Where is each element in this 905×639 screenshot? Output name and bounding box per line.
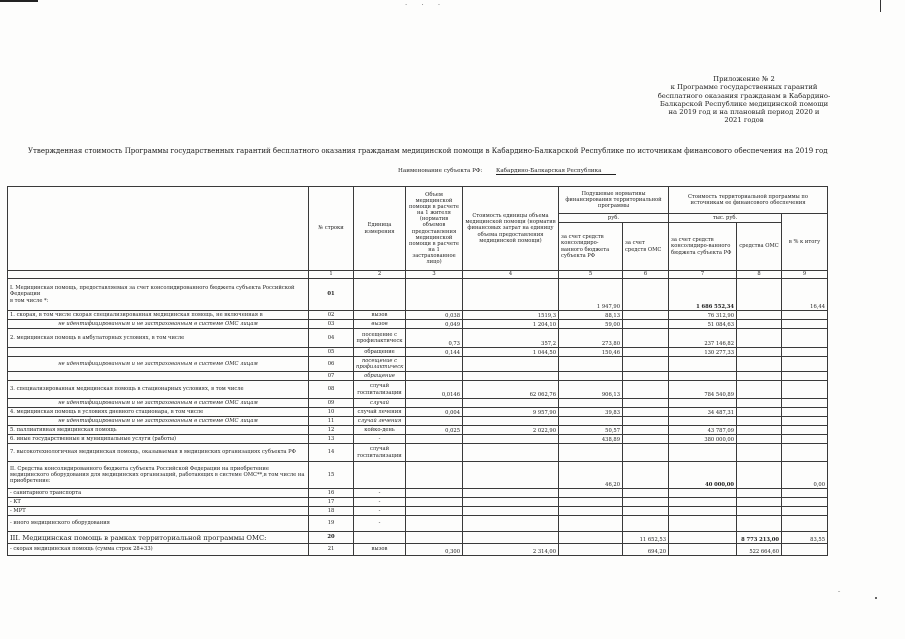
row-cost-budget: 43 787,09: [669, 426, 737, 435]
row-per-capita-budget: [559, 498, 623, 507]
row-per-capita-budget: 88,13: [559, 311, 623, 320]
table-row: [8, 426, 828, 435]
row-volume: [406, 435, 463, 444]
row-number: 10: [309, 408, 354, 417]
row-volume: [406, 532, 463, 544]
row-unit-cost: 1 204,10: [463, 320, 559, 329]
header-per-capita-oms: за счет средств ОМС: [623, 223, 669, 271]
row-cost-budget: [669, 444, 737, 462]
row-cost-budget: [669, 516, 737, 532]
row-number: 20: [309, 532, 354, 544]
cost-table: [7, 186, 828, 556]
row-cost-budget: [669, 507, 737, 516]
table-row: [8, 320, 828, 329]
row-cost-oms: [737, 311, 782, 320]
row-unit: посещение с профилактическ: [354, 357, 406, 372]
row-volume: [406, 489, 463, 498]
row-unit-cost: [463, 507, 559, 516]
row-number: 06: [309, 357, 354, 372]
row-name: 4. медицинская помощь в условиях дневного стационара, в том числе: [8, 408, 309, 417]
row-number: 11: [309, 417, 354, 426]
row-per-capita-oms: [623, 444, 669, 462]
row-cost-oms: [737, 516, 782, 532]
column-number: 8: [737, 271, 782, 279]
header-cost-pct: в % к итогу: [782, 214, 828, 271]
row-volume: 0,049: [406, 320, 463, 329]
row-name: - КТ: [8, 498, 309, 507]
row-number: 16: [309, 489, 354, 498]
row-cost-pct: [782, 357, 828, 372]
row-name: 2. медицинская помощь в амбулаторных условиях, в том числе: [8, 329, 309, 348]
header-unit-cost: Стоимость единицы объема медицинской помощи (норматив финансовых затрат на единицу объема предоставления медицинской помощи): [463, 187, 559, 271]
table-row: [8, 372, 828, 381]
row-volume: [406, 357, 463, 372]
row-unit: -: [354, 507, 406, 516]
row-unit: обращение: [354, 372, 406, 381]
header-name: [8, 187, 309, 271]
row-cost-budget: [669, 372, 737, 381]
row-unit: случай госпитализации: [354, 381, 406, 399]
row-volume: [406, 399, 463, 408]
row-cost-pct: [782, 311, 828, 320]
row-cost-budget: 130 277,33: [669, 348, 737, 357]
row-per-capita-oms: [623, 417, 669, 426]
row-per-capita-oms: [623, 372, 669, 381]
row-number: 19: [309, 516, 354, 532]
row-per-capita-budget: [559, 357, 623, 372]
row-cost-pct: [782, 426, 828, 435]
row-unit-cost: [463, 399, 559, 408]
row-per-capita-budget: [559, 444, 623, 462]
row-cost-budget: [669, 417, 737, 426]
appendix-line: к Программе государственных гарантий: [670, 83, 818, 92]
row-volume: 0,300: [406, 544, 463, 556]
column-number: 6: [623, 271, 669, 279]
appendix-line: Приложение № 2: [713, 75, 775, 83]
row-number: 09: [309, 399, 354, 408]
header-volume: Объем медицинской помощи в расчете на 1 жителя (норматив объемов предоставления медицинской помощи в расчете на 1 застрахованное лицо): [406, 187, 463, 271]
header-cost-budget: за счет средств консолидиро-ванного бюджета субъекта РФ: [669, 223, 737, 271]
row-name: I. Медицинская помощь, предоставляемая за счет консолидированного бюджета субъекта Российской Федерации в том числе *:: [8, 279, 309, 311]
row-unit: посещение с профилактическ: [354, 329, 406, 348]
row-per-capita-budget: 906,13: [559, 381, 623, 399]
row-per-capita-budget: [559, 516, 623, 532]
row-unit-cost: [463, 498, 559, 507]
row-per-capita-oms: [623, 489, 669, 498]
appendix-line: Балкарской Республике медицинской помощи: [659, 99, 829, 108]
row-number: 05: [309, 348, 354, 357]
row-per-capita-budget: [559, 417, 623, 426]
row-name: III. Медицинская помощь в рамках территориальной программы ОМС:: [8, 532, 309, 544]
row-cost-oms: [737, 417, 782, 426]
row-cost-oms: [737, 329, 782, 348]
row-unit: обращение: [354, 348, 406, 357]
row-name: не идентифицированным и не застрахованным в системе ОМС лицам: [8, 357, 309, 372]
row-per-capita-oms: [623, 462, 669, 489]
row-unit-cost: [463, 417, 559, 426]
row-unit: вызов: [354, 320, 406, 329]
row-cost-budget: 76 312,90: [669, 311, 737, 320]
table-row: [8, 279, 828, 311]
row-per-capita-budget: 46,20: [559, 462, 623, 489]
row-unit: [354, 462, 406, 489]
scan-artifact-dots: · · ·: [405, 1, 447, 9]
row-cost-oms: [737, 426, 782, 435]
row-cost-oms: [737, 462, 782, 489]
row-unit: -: [354, 489, 406, 498]
row-unit-cost: 1519,3: [463, 311, 559, 320]
subject-label: Наименование субъекта РФ:: [398, 168, 483, 174]
column-number: 2: [354, 271, 406, 279]
row-cost-pct: [782, 435, 828, 444]
row-cost-pct: [782, 417, 828, 426]
row-name: - МРТ: [8, 507, 309, 516]
table-row: [8, 329, 828, 348]
row-cost-budget: 40 000,00: [669, 462, 737, 489]
row-cost-budget: 784 540,89: [669, 381, 737, 399]
row-per-capita-oms: [623, 348, 669, 357]
row-volume: [406, 507, 463, 516]
row-per-capita-oms: [623, 516, 669, 532]
row-number: 17: [309, 498, 354, 507]
column-number: 1: [309, 271, 354, 279]
row-unit: -: [354, 516, 406, 532]
row-name: - санитарного транспорта: [8, 489, 309, 498]
row-per-capita-budget: 438,89: [559, 435, 623, 444]
table-row: [8, 544, 828, 556]
row-per-capita-budget: 59,00: [559, 320, 623, 329]
row-per-capita-oms: [623, 426, 669, 435]
scan-edge-mark: [880, 0, 881, 12]
row-cost-oms: [737, 320, 782, 329]
row-number: 18: [309, 507, 354, 516]
table-row: [8, 462, 828, 489]
row-volume: [406, 498, 463, 507]
row-unit-cost: [463, 279, 559, 311]
row-per-capita-budget: [559, 544, 623, 556]
row-name: - скорая медицинская помощь (сумма строк 28+33): [8, 544, 309, 556]
scan-corner-mark: ᵔ: [838, 590, 841, 597]
table-row: [8, 489, 828, 498]
row-per-capita-oms: 11 652,53: [623, 532, 669, 544]
row-cost-pct: [782, 408, 828, 417]
column-number: 9: [782, 271, 828, 279]
row-unit: койко-день: [354, 426, 406, 435]
row-per-capita-oms: [623, 498, 669, 507]
column-number: 5: [559, 271, 623, 279]
row-name: 3. специализированная медицинская помощь в стационарных условиях, в том числе: [8, 381, 309, 399]
row-cost-oms: [737, 489, 782, 498]
table-row: [8, 381, 828, 399]
table-row: [8, 311, 828, 320]
top-border-mark: [0, 0, 38, 2]
row-volume: 0,144: [406, 348, 463, 357]
row-cost-oms: [737, 507, 782, 516]
appendix-note: [656, 75, 832, 125]
row-unit-cost: [463, 489, 559, 498]
row-per-capita-budget: 150,46: [559, 348, 623, 357]
column-number: 7: [669, 271, 737, 279]
row-number: 13: [309, 435, 354, 444]
row-number: 03: [309, 320, 354, 329]
row-volume: [406, 417, 463, 426]
row-per-capita-oms: [623, 320, 669, 329]
row-unit-cost: 2 314,00: [463, 544, 559, 556]
row-cost-budget: 380 000,00: [669, 435, 737, 444]
row-unit: случай: [354, 399, 406, 408]
row-per-capita-budget: [559, 489, 623, 498]
row-volume: 0,0146: [406, 381, 463, 399]
row-cost-budget: [669, 532, 737, 544]
row-unit-cost: [463, 516, 559, 532]
row-cost-pct: 0,00: [782, 462, 828, 489]
row-cost-budget: 1 686 552,34: [669, 279, 737, 311]
row-cost-pct: [782, 489, 828, 498]
row-cost-oms: [737, 381, 782, 399]
row-per-capita-oms: [623, 311, 669, 320]
appendix-line: бесплатного оказания гражданам в Кабардино-: [657, 91, 831, 100]
row-cost-oms: [737, 408, 782, 417]
row-name: 7. высокотехнологичная медицинская помощь, оказываемая в медицинских организациях субъекта РФ: [8, 444, 309, 462]
row-cost-oms: [737, 435, 782, 444]
row-per-capita-budget: [559, 507, 623, 516]
row-unit: вызов: [354, 311, 406, 320]
row-volume: [406, 279, 463, 311]
row-name: 1. скорая, в том числе скорая специализированная медицинская помощь, не включенная в: [8, 311, 309, 320]
header-cost-oms: средства ОМС: [737, 223, 782, 271]
column-number: 3: [406, 271, 463, 279]
row-unit-cost: 62 062,76: [463, 381, 559, 399]
row-name: - иного медицинского оборудования: [8, 516, 309, 532]
row-number: 04: [309, 329, 354, 348]
table-row: [8, 532, 828, 544]
subject-value: Кабардино-Балкарская Республика: [496, 168, 616, 175]
row-cost-pct: 83,55: [782, 532, 828, 544]
row-name: не идентифицированным и не застрахованным в системе ОМС лицам: [8, 399, 309, 408]
row-per-capita-oms: [623, 408, 669, 417]
header-unit: Единица измерения: [354, 187, 406, 271]
row-per-capita-budget: [559, 532, 623, 544]
row-number: 02: [309, 311, 354, 320]
table-row: [8, 498, 828, 507]
row-cost-pct: [782, 372, 828, 381]
row-cost-oms: [737, 357, 782, 372]
row-name: 6. иные государственные и муниципальные услуги (работы): [8, 435, 309, 444]
row-number: 15: [309, 462, 354, 489]
row-cost-pct: [782, 544, 828, 556]
row-cost-oms: [737, 444, 782, 462]
table-row: [8, 399, 828, 408]
table-row: [8, 444, 828, 462]
row-unit: случай лечения: [354, 408, 406, 417]
row-volume: [406, 444, 463, 462]
row-name: не идентифицированным и не застрахованным в системе ОМС лицам: [8, 320, 309, 329]
row-name: не идентифицированным и не застрахованным в системе ОМС лицам: [8, 417, 309, 426]
row-per-capita-oms: [623, 435, 669, 444]
row-cost-budget: [669, 498, 737, 507]
row-cost-oms: 8 773 213,00: [737, 532, 782, 544]
header-per-capita: Подушевые нормативы финансирования территориальной программы: [559, 187, 669, 214]
row-per-capita-budget: 1 947,90: [559, 279, 623, 311]
row-unit: [354, 279, 406, 311]
row-volume: [406, 516, 463, 532]
header-row-no: № строки: [309, 187, 354, 271]
row-unit-cost: [463, 532, 559, 544]
row-cost-pct: [782, 329, 828, 348]
row-unit-cost: [463, 372, 559, 381]
column-number-row: [8, 271, 828, 279]
row-volume: [406, 372, 463, 381]
row-cost-pct: [782, 381, 828, 399]
table-row: [8, 417, 828, 426]
row-cost-pct: 16,44: [782, 279, 828, 311]
row-number: 14: [309, 444, 354, 462]
column-number: 4: [463, 271, 559, 279]
row-unit-cost: 9 957,90: [463, 408, 559, 417]
row-number: 12: [309, 426, 354, 435]
row-number: 07: [309, 372, 354, 381]
row-unit: [354, 532, 406, 544]
row-cost-budget: 237 146,82: [669, 329, 737, 348]
row-volume: [406, 462, 463, 489]
row-per-capita-budget: 273,80: [559, 329, 623, 348]
row-per-capita-oms: [623, 399, 669, 408]
table-row: [8, 516, 828, 532]
row-unit: случай госпитализации: [354, 444, 406, 462]
row-cost-pct: [782, 320, 828, 329]
row-cost-budget: [669, 544, 737, 556]
row-name: [8, 348, 309, 357]
row-unit-cost: [463, 435, 559, 444]
row-cost-budget: 34 487,31: [669, 408, 737, 417]
row-cost-pct: [782, 498, 828, 507]
row-volume: 0,004: [406, 408, 463, 417]
row-cost-budget: [669, 399, 737, 408]
row-cost-oms: [737, 279, 782, 311]
row-unit-cost: [463, 357, 559, 372]
row-volume: 0,025: [406, 426, 463, 435]
row-cost-pct: [782, 516, 828, 532]
row-per-capita-budget: 50,57: [559, 426, 623, 435]
header-per-capita-budget: за счет средств консолидиро-ванного бюджета субъекта РФ: [559, 223, 623, 271]
row-per-capita-oms: [623, 507, 669, 516]
scan-dot: [875, 597, 877, 599]
row-per-capita-oms: [623, 279, 669, 311]
row-cost-oms: [737, 498, 782, 507]
row-per-capita-budget: [559, 372, 623, 381]
row-unit: вызов: [354, 544, 406, 556]
row-cost-oms: [737, 372, 782, 381]
row-cost-oms: [737, 399, 782, 408]
document-title: Утвержденная стоимость Программы государственных гарантий бесплатного оказания гражданам медицинской помощи в Кабардино-Балкарской Республике по источникам финансового обеспечения на 2019 год: [28, 147, 828, 155]
row-per-capita-oms: 694,20: [623, 544, 669, 556]
row-cost-budget: 51 084,63: [669, 320, 737, 329]
row-name: II. Средства консолидированного бюджета субъекта Российской Федерации на приобретение медицинского оборудования для медицинских организаций, работающих в системе ОМС**,в том числе на приобретение:: [8, 462, 309, 489]
row-per-capita-budget: [559, 399, 623, 408]
header-cost-unit: тыс. руб.: [669, 214, 782, 223]
row-per-capita-oms: [623, 381, 669, 399]
row-volume: 0,038: [406, 311, 463, 320]
row-per-capita-oms: [623, 357, 669, 372]
row-unit: -: [354, 435, 406, 444]
row-unit-cost: [463, 462, 559, 489]
row-name: [8, 372, 309, 381]
row-cost-budget: [669, 489, 737, 498]
row-volume: 0,73: [406, 329, 463, 348]
row-cost-oms: [737, 348, 782, 357]
row-cost-pct: [782, 348, 828, 357]
header-program-cost: Стоимость территориальной программы по источникам ее финансового обеспечения: [669, 187, 828, 214]
table-row: [8, 357, 828, 372]
table-row: [8, 348, 828, 357]
table-row: [8, 435, 828, 444]
row-number: 08: [309, 381, 354, 399]
row-cost-budget: [669, 357, 737, 372]
row-cost-oms: 522 664,60: [737, 544, 782, 556]
row-per-capita-budget: 39,83: [559, 408, 623, 417]
row-per-capita-oms: [623, 329, 669, 348]
table-row: [8, 507, 828, 516]
row-cost-pct: [782, 444, 828, 462]
row-unit-cost: 357,2: [463, 329, 559, 348]
row-number: 01: [309, 279, 354, 311]
appendix-line: на 2019 год и на плановый период 2020 и: [668, 108, 820, 117]
table-body: [8, 279, 828, 556]
appendix-line: 2021 годов: [724, 116, 764, 125]
row-unit: случай лечения: [354, 417, 406, 426]
row-unit-cost: [463, 444, 559, 462]
row-cost-pct: [782, 399, 828, 408]
row-cost-pct: [782, 507, 828, 516]
row-name: 5. паллиативная медицинская помощь: [8, 426, 309, 435]
row-number: 21: [309, 544, 354, 556]
row-unit-cost: 1 044,50: [463, 348, 559, 357]
row-unit: -: [354, 498, 406, 507]
table-row: [8, 408, 828, 417]
header-per-capita-unit: руб.: [559, 214, 669, 223]
row-unit-cost: 2 022,90: [463, 426, 559, 435]
